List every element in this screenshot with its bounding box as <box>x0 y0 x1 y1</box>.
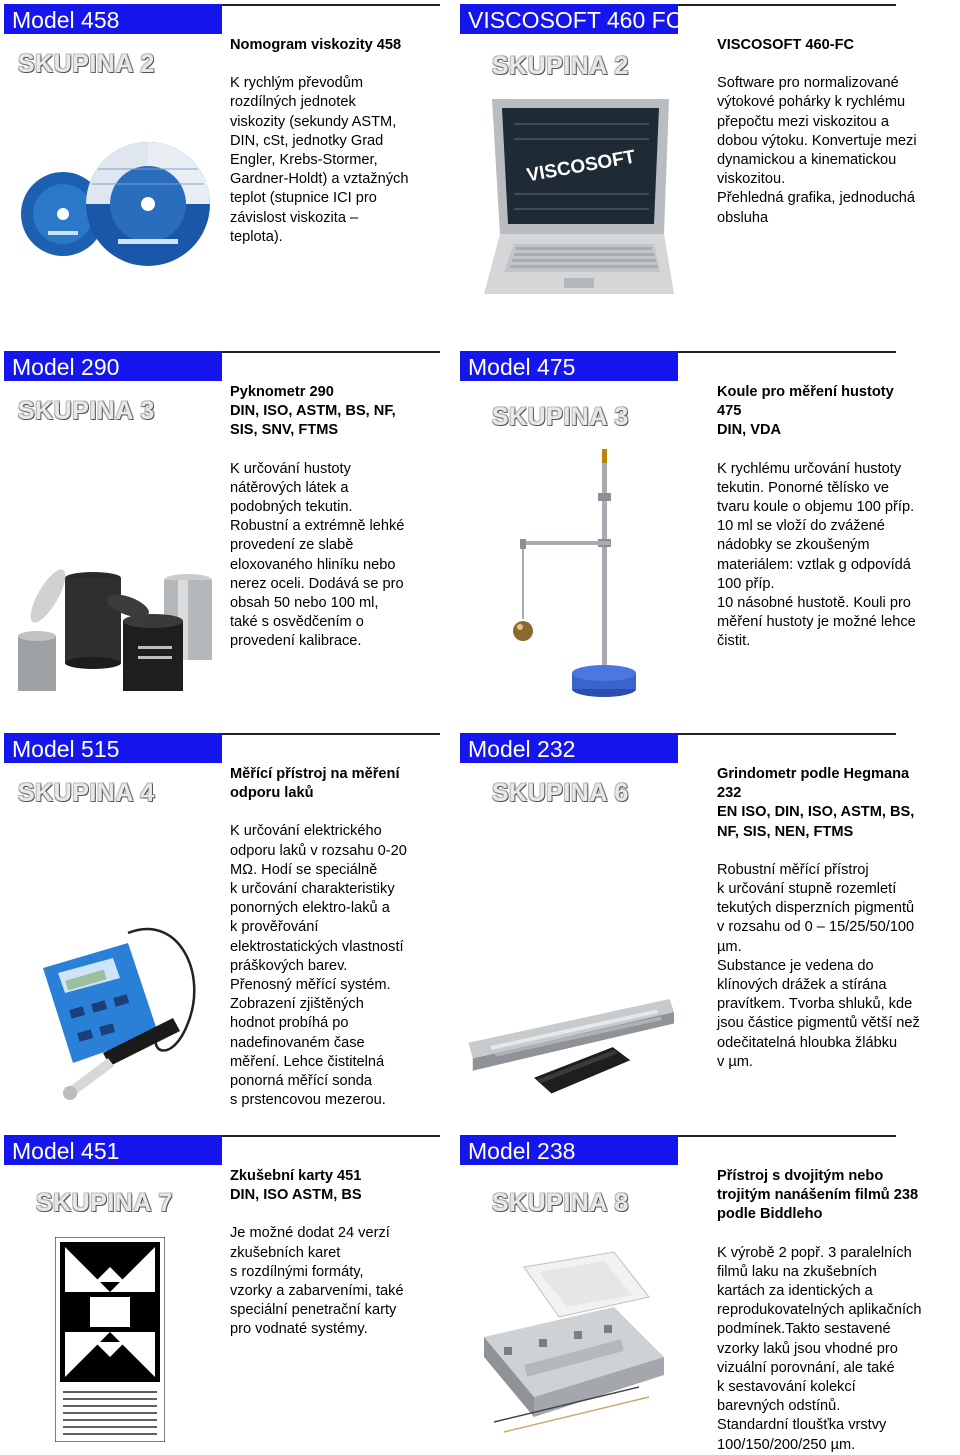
product-text <box>230 383 435 652</box>
product-description: K určování hustoty nátěrových látek a podobných tekutin. Robustní a extrémně lehké provedení ze slabě eloxovaného hliníku nebo nerez oceli. Dodává se pro obsah 50 nebo 100 ml, také s osvědčením o provedení kalibrace. <box>230 460 405 650</box>
test-chart-image <box>55 1237 165 1442</box>
density-sphere-image <box>464 441 674 706</box>
header-rule <box>222 4 440 6</box>
group-label: SKUPINA 8 <box>492 1189 629 1217</box>
product-description: K výrobě 2 popř. 3 paralelních filmů laku na zkušebních kartách za identických a reprodukovatelných aplikačních podmínek.Takto sestavené vzorky laků jsou vhodné pro vizuální porovnání, ale také k sestavování kolekcí barevných odstínů. Standardní tloušťka vrstvy 100/150/200/250 µm. <box>717 1244 922 1453</box>
product-description: Je možné dodat 24 verzí zkušebních karet s rozdílnými formáty, vzorky a zabarveními, také speciální penetrační karty pro vodnaté systémy. <box>230 1225 404 1338</box>
product-text <box>230 765 435 1110</box>
header-rule <box>222 733 440 735</box>
product-cell-451 <box>0 1135 480 1447</box>
product-title: VISCOSOFT 460-FC <box>717 37 855 53</box>
group-label: SKUPINA 2 <box>492 52 629 80</box>
product-title: Přístroj s dvojitým nebo trojitým nanášením filmů 238 podle Biddleho <box>717 1168 919 1223</box>
header-rule <box>678 351 896 353</box>
resistance-meter-image <box>8 913 218 1108</box>
product-cell-290 <box>0 351 480 711</box>
product-title: Grindometr podle Hegmana 232 EN ISO, DIN, ISO, ASTM, BS, NF, SIS, NEN, FTMS <box>717 766 915 840</box>
laptop-software-image <box>464 94 674 304</box>
product-description: K rychlému určování hustoty tekutin. Ponorné tělísko ve tvaru koule o objemu 100 příp. 10 ml se vloží do zvážené nádobky se zkoušeným materiálem: vztlak g odpovídá 100 příp. 10 násobné hustotě. Kouli pro měření hustoty je možné lehce čistit. <box>717 460 916 650</box>
group-label: SKUPINA 3 <box>18 397 155 425</box>
header-rule <box>678 1135 896 1137</box>
model-header: Model 475 <box>460 351 678 381</box>
product-title: Pyknometr 290 DIN, ISO, ASTM, BS, NF, SIS, SNV, FTMS <box>230 384 396 439</box>
group-label: SKUPINA 7 <box>36 1189 173 1217</box>
product-cell-viscosoft <box>456 4 936 334</box>
pycnometer-image <box>8 566 218 701</box>
model-header: Model 238 <box>460 1135 678 1165</box>
header-rule <box>222 351 440 353</box>
product-cell-475 <box>456 351 936 711</box>
product-description: K rychlým převodům rozdílných jednotek viskozity (sekundy ASTM, DIN, cSt, jednotky Grad Engler, Krebs-Stormer, Gardner-Holdt) a vztažných teplot (stupnice ICI pro závislost viskozita – teplota). <box>230 75 409 245</box>
product-title: Nomogram viskozity 458 <box>230 37 402 53</box>
product-cell-515 <box>0 733 480 1113</box>
viscosity-nomogram-image <box>8 99 218 269</box>
model-header: Model 458 <box>4 4 222 34</box>
product-cell-232 <box>456 733 936 1113</box>
group-label: SKUPINA 3 <box>492 403 629 431</box>
model-header: Model 290 <box>4 351 222 381</box>
model-header: Model 451 <box>4 1135 222 1165</box>
model-header: Model 232 <box>460 733 678 763</box>
product-text <box>717 36 922 228</box>
screen-logo: VISCOSOFT <box>525 146 637 187</box>
header-rule <box>678 733 896 735</box>
product-title: Koule pro měření hustoty 475 DIN, VDA <box>717 384 894 439</box>
product-text <box>717 765 922 1072</box>
product-title: Měřící přístroj na měření odporu laků <box>230 766 400 802</box>
product-title: Zkušební karty 451 DIN, ISO ASTM, BS <box>230 1168 362 1204</box>
product-text <box>230 1167 435 1340</box>
product-text <box>717 383 922 652</box>
product-cell-238 <box>456 1135 936 1453</box>
group-label: SKUPINA 4 <box>18 779 155 807</box>
model-header: VISCOSOFT 460 FC <box>460 4 678 34</box>
product-cell-458 <box>0 4 480 334</box>
product-text <box>717 1167 922 1455</box>
product-description: Robustní měřící přístroj k určování stupně rozemletí tekutých disperzních pigmentů v rozsahu od 0 – 15/25/50/100 µm. Substance je vedena do klínových drážek a stírána pravítkem. Tvorba shluků, kde jsou částice pigmentů větší než odečitatelná hloubka žlábku v µm. <box>717 861 920 1070</box>
product-text <box>230 36 435 247</box>
film-applicator-image <box>464 1247 674 1447</box>
grindometer-image <box>464 973 674 1108</box>
product-description: Software pro normalizované výtokové pohárky k rychlému přepočtu mezi viskozitou a dobou výtoku. Konvertuje mezi dynamickou a kinematickou viskozitou. Přehledná grafika, jednoduchá obsluha <box>717 75 917 226</box>
model-header: Model 515 <box>4 733 222 763</box>
group-label: SKUPINA 2 <box>18 50 155 78</box>
group-label: SKUPINA 6 <box>492 779 629 807</box>
header-rule <box>222 1135 440 1137</box>
header-rule <box>678 4 896 6</box>
product-description: K určování elektrického odporu laků v rozsahu 0-20 MΩ. Hodí se speciálně k určování charakteristiky ponorných elektro-laků a k prověřování elektrostatických vlastností práškových barev. Přenosný měřící systém. Zobrazení zjištěných hodnot probíhá po nadefinovaném čase měření. Lehce čistitelná ponorná měřící sonda s prstencovou mezerou. <box>230 823 407 1109</box>
